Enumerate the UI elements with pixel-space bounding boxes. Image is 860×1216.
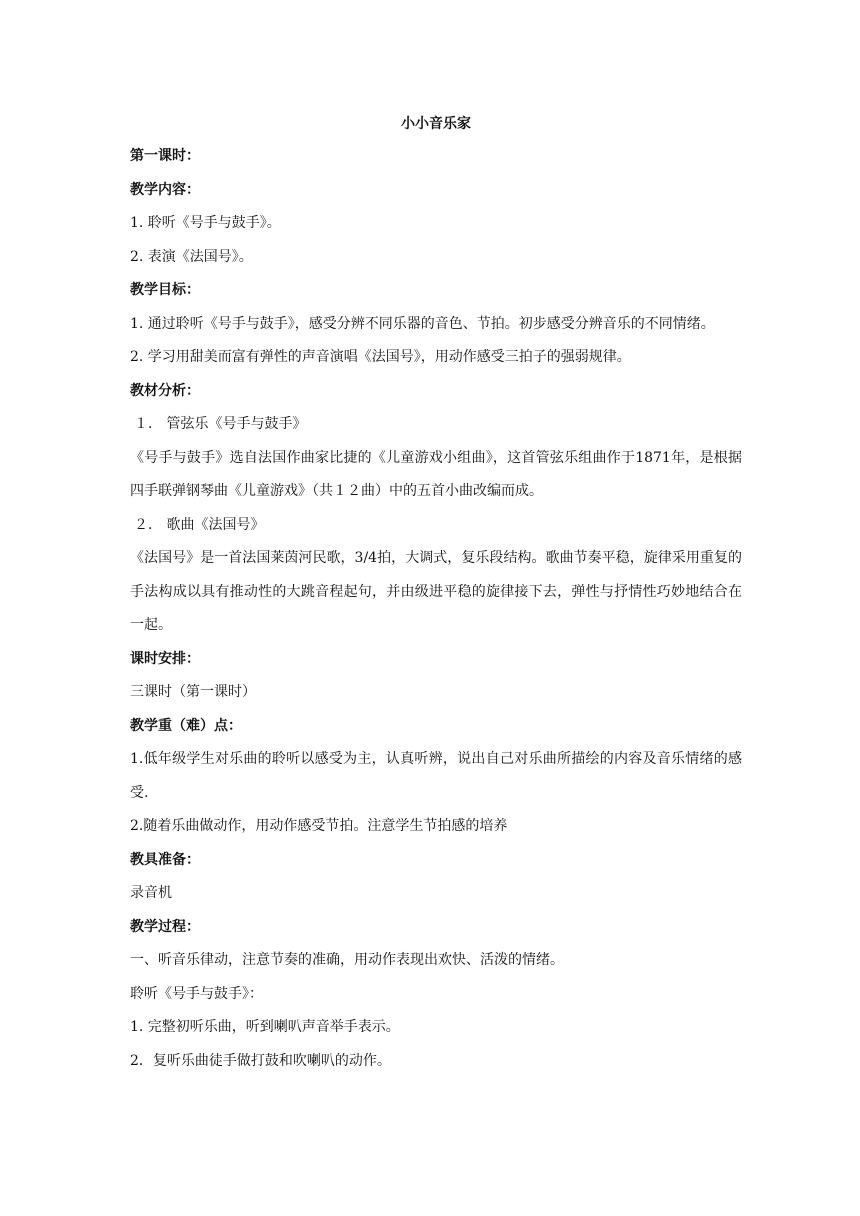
process-item-1: 一、听音乐律动，注意节奏的准确，用动作表现出欢快、活泼的情绪。	[130, 952, 564, 968]
process-item-3: 1. 完整初听乐曲，听到喇叭声音举手表示。	[130, 1019, 400, 1035]
content-item-1: 1. 聆听《号手与鼓手》。	[130, 215, 281, 231]
analysis-paragraph-1: 《号手与鼓手》选自法国作曲家比捷的《儿童游戏小组曲》，这首管弦乐组曲作于1871年，是根据四手联弹钢琴曲《儿童游戏》（共１２曲）中的五首小曲改编而成。	[130, 449, 742, 499]
goals-item-1: 1. 通过聆听《号手与鼓手》，感受分辨不同乐器的音色、节拍。初步感受分辨音乐的不同情绪。	[130, 315, 715, 332]
analysis-paragraph-2: 《法国号》是一首法国莱茵河民歌，3/4拍，大调式，复乐段结构。歌曲节奏平稳，旋律采用重复的手法构成以具有推动性的大跳音程起句，并由级进平稳的旋律接下去，弹性与抒情性巧妙地结合在一起。	[130, 550, 742, 633]
process-item-4: 2．复听乐曲徒手做打鼓和吹喇叭的动作。	[130, 1052, 391, 1069]
goals-heading: 教学目标：	[130, 282, 200, 298]
document-body	[130, 108, 742, 1078]
process-item-2: 聆听《号手与鼓手》：	[130, 985, 263, 1002]
schedule-text: 三课时（第一课时）	[130, 684, 256, 700]
goals-item-2: 2. 学习用甜美而富有弹性的声音演唱《法国号》，用动作感受三拍子的强弱规律。	[130, 349, 631, 365]
lesson-heading: 第一课时：	[130, 148, 200, 164]
tools-heading: 教具准备：	[130, 851, 200, 868]
key-points-item-2: 2.随着乐曲做动作，用动作感受节拍。注意学生节拍感的培养	[130, 818, 508, 834]
analysis-subheading-2: ２． 歌曲《法国号》	[134, 516, 265, 533]
schedule-heading: 课时安排：	[130, 650, 200, 667]
key-points-heading: 教学重（难）点：	[130, 717, 242, 734]
content-item-2: 2. 表演《法国号》。	[130, 248, 253, 265]
analysis-heading: 教材分析：	[130, 382, 200, 399]
content-heading: 教学内容：	[130, 181, 200, 198]
key-points-item-1: 1.低年级学生对乐曲的聆听以感受为主，认真听辨，说出自己对乐曲所描绘的内容及音乐情绪的感受.	[130, 751, 742, 801]
document-title: 小小音乐家	[401, 116, 471, 132]
analysis-subheading-1: １． 管弦乐《号手与鼓手》	[134, 416, 307, 432]
tools-text: 录音机	[130, 885, 172, 901]
process-heading: 教学过程：	[130, 918, 200, 935]
